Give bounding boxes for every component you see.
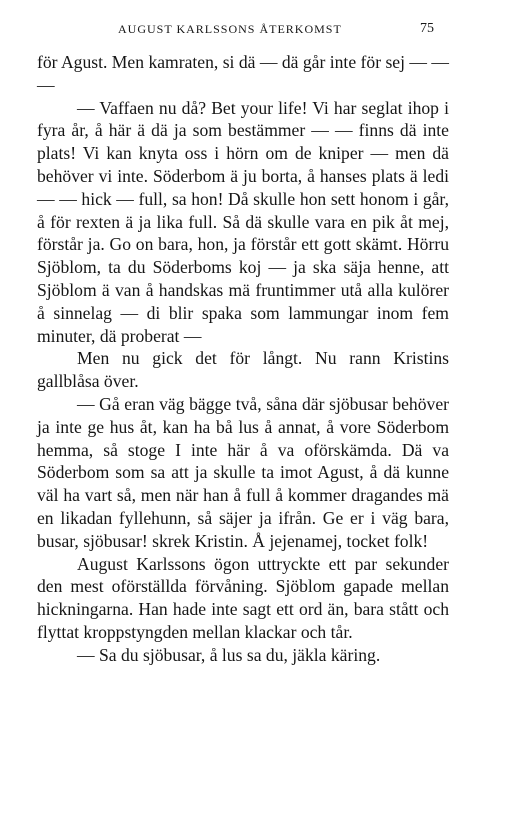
- running-head: [0, 22, 513, 42]
- running-title: AUGUST KARLSSONS ÅTERKOMST: [118, 22, 342, 36]
- page-number: 75: [420, 21, 434, 36]
- paragraph-continuation: för Agust. Men kamraten, si dä — dä går inte för sej — — —: [37, 52, 449, 95]
- paragraph-kristin-speech: — Gå eran väg bägge två, såna där sjöbusar behöver ja inte ge hus åt, kan ha bå lus å annat, å vore Söderbom hemma, så stoge I inte här å va oförskämda. Dä va Söderbom som sa att ja skulle ta imot Agust, å dä kunne väl ha vart så, men när han å full å kommer dragandes mä en likadan fyllehunn, så säjer ja ifrån. Ge er i väg bara, busar, sjöbusar! skrek Kristin. Å jejenamej, tocket folk!: [37, 393, 449, 551]
- paragraph-final-line: — Sa du sjöbusar, å lus sa du, jäkla käring.: [77, 644, 381, 665]
- body-text: [37, 51, 449, 667]
- paragraph-narration-2: August Karlssons ögon uttryckte ett par sekunder den mest oförställda förvåning. Sjöblom gapade mellan hickningarna. Han hade inte sagt ett ord än, bara stått och flyttat kroppstyngden mellan klackar och tår.: [37, 553, 449, 642]
- paragraph-august-speech: — Vaffaen nu då? Bet your life! Vi har seglat ihop i fyra år, å här ä dä ja som bestämmer — — finns dä inte plats! Vi kan knyta oss i hörn om de kniper — men dä behöver vi inte. Söderbom ä ju borta, å hanses plats ä ledi — — hick — full, sa hon! Då skulle hon sett honom i går, å för rexten ä ja lika full. Så dä skulle vara en pik åt mej, förstår ja. Go on bara, hon, ja förstår ett gott skämt. Hörru Sjöblom, ta du Söderboms koj — ja ska säja henne, att Sjöblom ä van å handskas mä fruntimmer utå alla kulörer å sinnelag — di blir spaka som lammungar inom fem minuter, dä proberat —: [37, 97, 449, 346]
- paragraph-narration: Men nu gick det för långt. Nu rann Kristins gallblåsa över.: [37, 348, 449, 392]
